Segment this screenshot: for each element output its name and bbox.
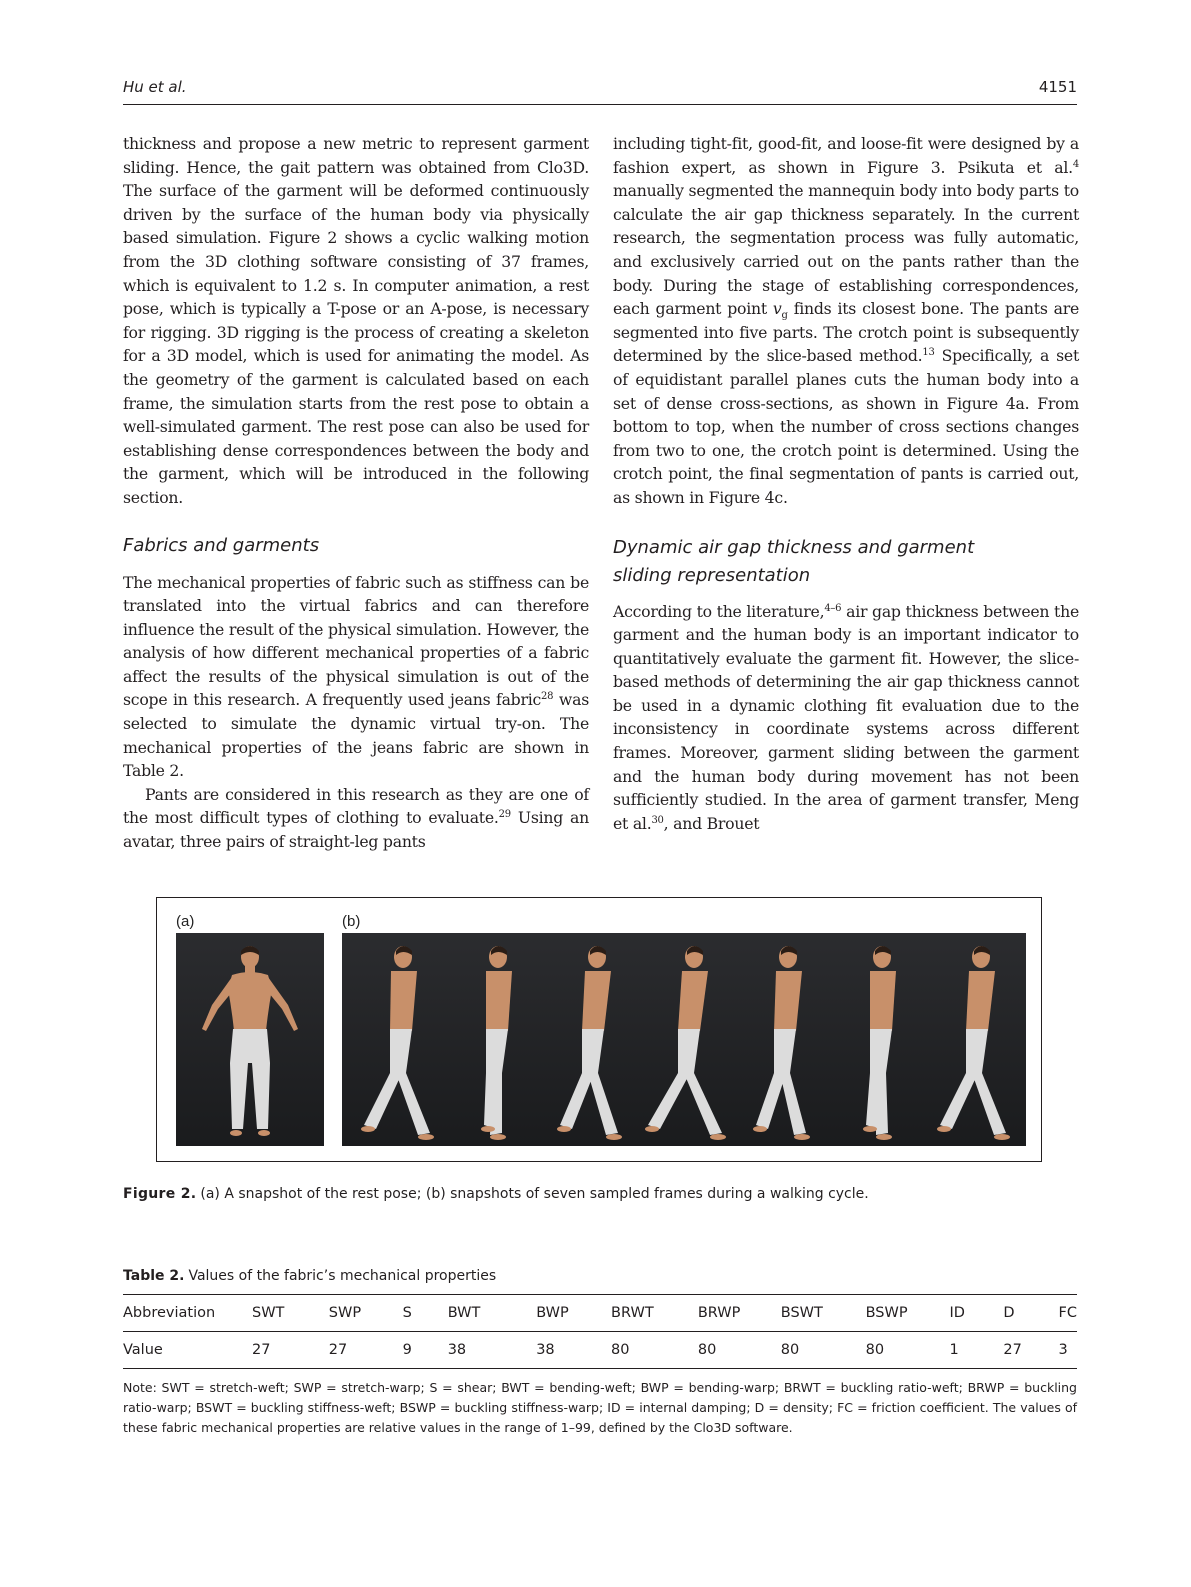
table-header-row: [123, 1295, 1077, 1332]
panel-label-a: (a): [176, 913, 195, 930]
figure-caption-text: (a) A snapshot of the rest pose; (b) snapshots of seven sampled frames during a walking cycle.: [200, 1186, 869, 1202]
table-header-cell: FC: [1059, 1295, 1077, 1332]
figure-caption-label: Figure 2.: [123, 1186, 197, 1202]
page-number: 4151: [1038, 78, 1077, 96]
table-value-cell: 27: [329, 1332, 403, 1369]
body-paragraph: including tight-fit, good-fit, and loose-fit were designed by a fashion expert, as shown in Figure 3. Psikuta et al.$^4$ manually segmented the mannequin body into body parts to calculate the air gap thickness separately. In the current research, the segmentation process was fully automatic, and exclusively carried out on the pants rather than the body. During the stage of establishing correspondences, each garment point $v_g$ finds its closest bone. The pants are segmented into five parts. The crotch point is subsequently determined by the slice-based method.$^{13}$ Specifically, a set of equidistant parallel planes cuts the human body into a set of dense cross-sections, as shown in Figure 4a. From bottom to top, when the number of cross sections changes from two to one, the crotch point is determined. Using the crotch point, the final segmentation of pants is carried out, as shown in Figure 4c.: [613, 134, 1080, 507]
body-paragraph: The mechanical properties of fabric such as stiffness can be translated into the virtual fabrics and can therefore influence the result of the physical simulation. However, the analysis of how different mechanical properties of a fabric affect the results of the physical simulation is out of the scope in this research. A frequently used jeans fabric$^{28}$ was selected to simulate the dynamic virtual try-on. The mechanical properties of the jeans fabric are shown in Table 2.: [123, 572, 589, 781]
fabric-properties-table: [123, 1294, 1077, 1369]
table-header-cell: BSWP: [866, 1295, 950, 1332]
running-header-authors: Hu et al.: [123, 78, 187, 96]
table-caption-text: Values of the fabric’s mechanical properties: [188, 1268, 497, 1284]
table-value-cell: 80: [611, 1332, 698, 1369]
table-header-cell: BRWT: [611, 1295, 698, 1332]
table-header-cell: ID: [949, 1295, 1003, 1332]
citation-ref: 4: [1072, 158, 1079, 170]
rest-pose-avatar: [176, 933, 324, 1146]
walking-frame-figure: [753, 946, 810, 1140]
walking-cycle-panel: [342, 933, 1026, 1146]
citation-ref: 13: [922, 347, 935, 359]
table-header-cell: S: [403, 1295, 448, 1332]
citation-ref: 4–6: [824, 602, 842, 614]
table-header-cell: SWP: [329, 1295, 403, 1332]
walking-frame-figure: [481, 946, 512, 1140]
table-row: [123, 1332, 1077, 1369]
table-value-cell: 80: [698, 1332, 781, 1369]
figure-caption: [123, 1185, 1077, 1203]
section-heading-air-gap: Dynamic air gap thickness and garment sliding representation: [613, 536, 975, 586]
body-paragraph: According to the literature,$^{4-6}$ air gap thickness between the garment and the human body is an important indicator to quantitatively evaluate the garment fit. However, the slice-based methods of determining the air gap thickness cannot be used in a dynamic clothing fit evaluation due to the inconsistency in coordinate systems across different frames. Moreover, garment sliding between the garment and the human body during movement has not been sufficiently studied. In the area of garment transfer, Meng et al.$^{30}$, and Brouet: [613, 601, 1079, 833]
walking-frame-figure: [361, 946, 434, 1140]
walking-frame-figure: [937, 946, 1010, 1140]
table-header-cell: Abbreviation: [123, 1295, 252, 1332]
table-value-cell: 1: [949, 1332, 1003, 1369]
citation-ref: 28: [541, 691, 554, 703]
table-note: Note: SWT = stretch-weft; SWP = stretch-warp; S = shear; BWT = bending-weft; BWP = bending-warp; BRWT = buckling ratio-weft; BRWP = buckling ratio-warp; BSWT = buckling stiffness-weft; BSWP = buckling stiffness-warp; ID = internal damping; D = density; FC = friction coefficient. The values of these fabric mechanical properties are relative values in the range of 1–99, defined by the Clo3D software.: [123, 1380, 1077, 1435]
citation-ref: 29: [498, 809, 511, 821]
table-value-cell: 38: [536, 1332, 611, 1369]
citation-ref: 30: [651, 814, 664, 826]
left-column: [123, 132, 589, 854]
walking-frames: [342, 933, 1026, 1146]
table-value-cell: 3: [1059, 1332, 1077, 1369]
table-header-cell: BWP: [536, 1295, 611, 1332]
table-value-cell: Value: [123, 1332, 252, 1369]
body-paragraph: thickness and propose a new metric to represent garment sliding. Hence, the gait pattern was obtained from Clo3D. The surface of the garment will be deformed continuously driven by the surface of the human body via physically based simulation. Figure 2 shows a cyclic walking motion from the 3D clothing software consisting of 37 frames, which is equivalent to 1.2 s. In computer animation, a rest pose, which is typically a T-pose or an A-pose, is necessary for rigging. 3D rigging is the process of creating a skeleton for a 3D model, which is used for animating the model. As the geometry of the garment is calculated based on each frame, the simulation starts from the rest pose to obtain a well-simulated garment. The rest pose can also be used for establishing dense correspondences between the body and the garment, which will be introduced in the following section.: [123, 134, 589, 507]
table-header-cell: BRWP: [698, 1295, 781, 1332]
panel-label-b: (b): [342, 913, 361, 930]
body-paragraph: Pants are considered in this research as they are one of the most difficult types of clothing to evaluate.$^{29}$ Using an avatar, three pairs of straight-leg pants: [123, 784, 589, 852]
table-header-cell: SWT: [252, 1295, 329, 1332]
table-value-cell: 27: [1003, 1332, 1058, 1369]
figure-2: [156, 897, 1042, 1162]
table-value-cell: 9: [403, 1332, 448, 1369]
running-header: [123, 78, 1077, 105]
section-heading-fabrics: Fabrics and garments: [123, 534, 320, 556]
walking-frame-figure: [645, 946, 726, 1140]
table-header-cell: D: [1003, 1295, 1058, 1332]
table-header-cell: BWT: [448, 1295, 536, 1332]
rest-pose-panel: [176, 933, 324, 1146]
table-value-cell: 80: [781, 1332, 866, 1369]
table-header-cell: BSWT: [781, 1295, 866, 1332]
walking-frame-figure: [863, 946, 896, 1140]
table-value-cell: 38: [448, 1332, 536, 1369]
walking-frame-figure: [557, 946, 622, 1140]
table-value-cell: 80: [866, 1332, 950, 1369]
right-column: [613, 132, 1079, 835]
table-value-cell: 27: [252, 1332, 329, 1369]
table-caption: [123, 1268, 496, 1284]
table-caption-label: Table 2.: [123, 1268, 185, 1284]
